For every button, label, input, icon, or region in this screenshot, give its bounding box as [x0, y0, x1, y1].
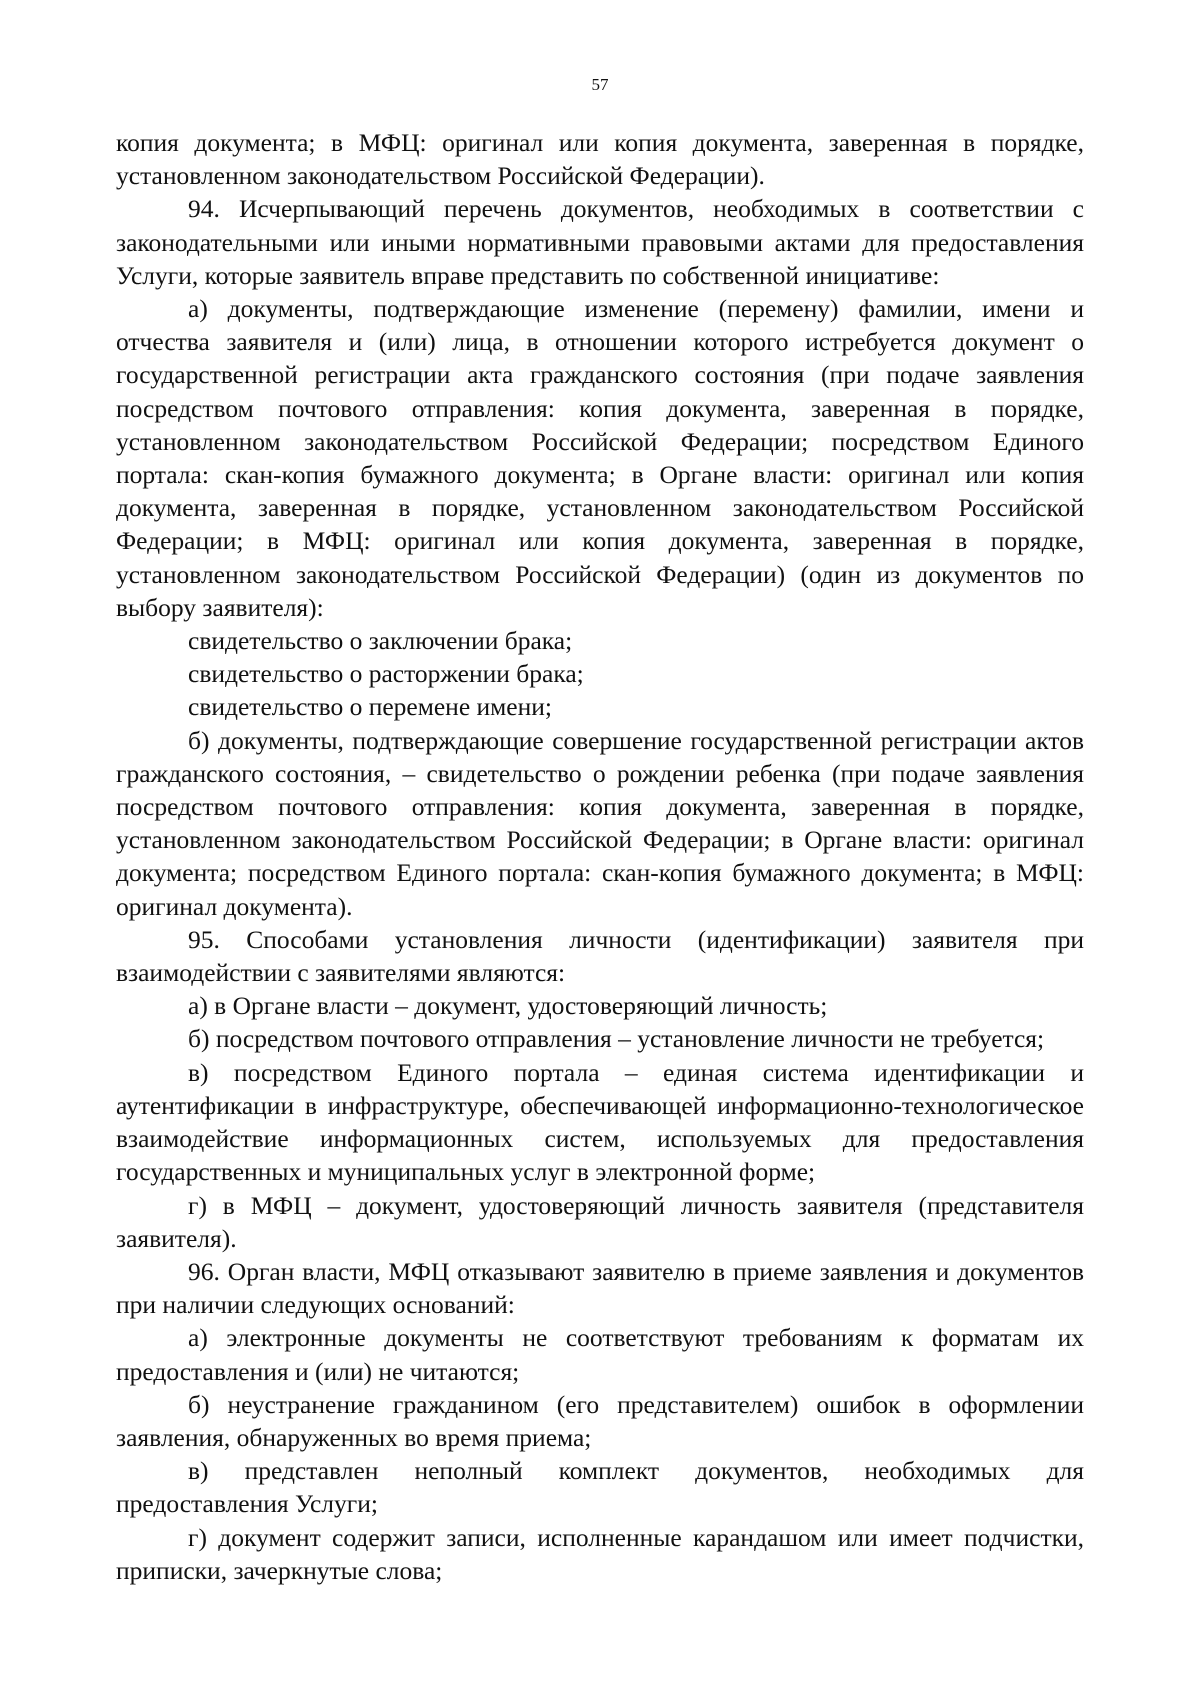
paragraph: 96. Орган власти, МФЦ отказывают заявителю в приеме заявления и документов при наличии следующих оснований: [116, 1256, 1084, 1320]
paragraph: 95. Способами установления личности (идентификации) заявителя при взаимодействии с заявителями являются: [116, 924, 1084, 988]
list-item: а) электронные документы не соответствуют требованиям к форматам их предоставления и (или) не читаются; [116, 1323, 1084, 1386]
list-item: б) неустранение гражданином (его представителем) ошибок в оформлении заявления, обнаруженных во время приема; [116, 1389, 1084, 1452]
list-item: в) представлен неполный комплект документов, необходимых для предоставления Услуги; [116, 1456, 1084, 1519]
page-number: 57 [591, 75, 609, 94]
list-item: свидетельство о заключении брака; [188, 626, 573, 656]
list-item: свидетельство о перемене имени; [188, 692, 552, 722]
paragraph: б) документы, подтверждающие совершение государственной регистрации актов гражданского состояния, – свидетельство о рождении ребенка (при подаче заявления посредством почтового отправления: копия документа, заверенная в порядке, установленном законодательством Российской Федерации; в Органе власти: оригинал документа; посредством Единого портала: скан-копия бумажного документа; в МФЦ: оригинал документа). [116, 725, 1084, 921]
paragraph: 94. Исчерпывающий перечень документов, необходимых в соответствии с законодательными или иными нормативными правовыми актами для предоставления Услуги, которые заявитель вправе представить по собственной инициативе: [116, 194, 1084, 290]
list-item: в) посредством Единого портала – единая система идентификации и аутентификации в инфраструктуре, обеспечивающей информационно-технологическое взаимодействие информационных систем, используемых для предоставления государственных и муниципальных услуг в электронной форме; [116, 1057, 1084, 1187]
list-item: г) документ содержит записи, исполненные карандашом или имеет подчистки, приписки, зачеркнутые слова; [116, 1522, 1084, 1585]
list-item: б) посредством почтового отправления – установление личности не требуется; [188, 1024, 1045, 1054]
list-item: г) в МФЦ – документ, удостоверяющий личность заявителя (представителя заявителя). [116, 1190, 1084, 1253]
paragraph: а) документы, подтверждающие изменение (перемену) фамилии, имени и отчества заявителя и (или) лица, в отношении которого истребуется документ о государственной регистрации акта гражданского состояния (при подаче заявления посредством почтового отправления: копия документа, заверенная в порядке, установленном законодательством Российской Федерации; посредством Единого портала: скан-копия бумажного документа; в Органе власти: оригинал или копия документа, заверенная в порядке, установленном законодательством Российской Федерации; в МФЦ: оригинал или копия документа, заверенная в порядке, установленном законодательством Российской Федерации) (один из документов по выбору заявителя): [116, 294, 1084, 622]
document-body [116, 126, 1084, 1587]
paragraph: копия документа; в МФЦ: оригинал или копия документа, заверенная в порядке, установленном законодательством Российской Федерации). [116, 128, 1084, 191]
list-item: свидетельство о расторжении брака; [188, 659, 584, 689]
list-item: а) в Органе власти – документ, удостоверяющий личность; [188, 991, 828, 1021]
